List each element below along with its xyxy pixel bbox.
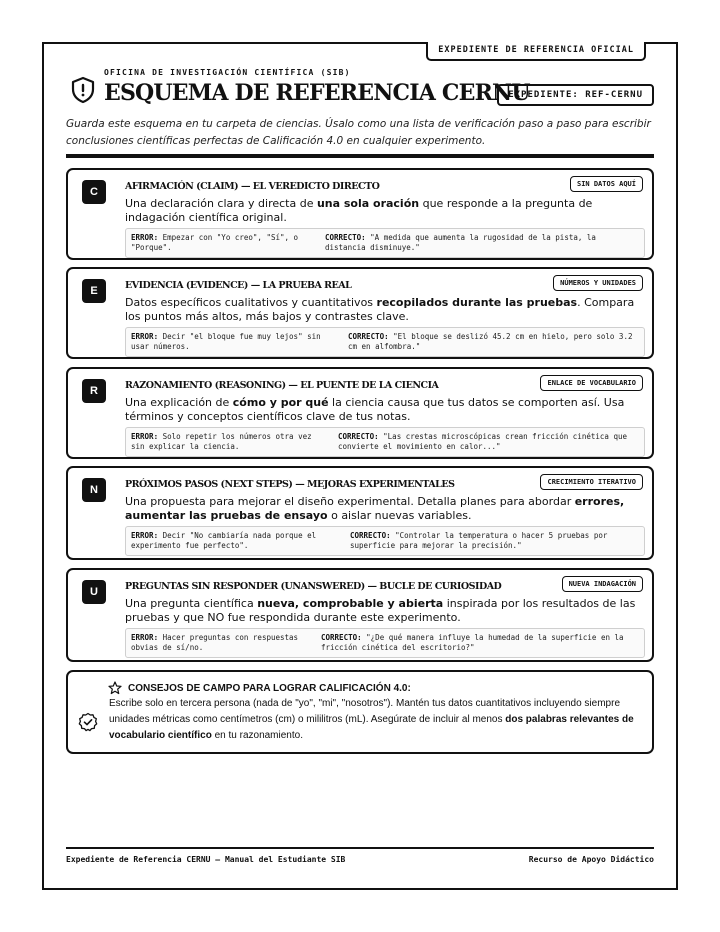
section-letter: C bbox=[82, 180, 106, 204]
error-example: ERROR: Decir "el bloque fue muy lejos" sin usar números. bbox=[131, 332, 321, 351]
star-icon bbox=[108, 681, 122, 695]
example-box bbox=[125, 228, 645, 258]
correct-example: CORRECTO: "A medida que aumenta la rugosidad de la pista, la distancia disminuye." bbox=[325, 233, 596, 252]
error-example: ERROR: Hacer preguntas con respuestas obvias de sí/no. bbox=[131, 633, 299, 652]
section-reasoning bbox=[66, 367, 654, 459]
section-tag: ENLACE DE VOCABULARIO bbox=[540, 375, 643, 391]
correct-example: CORRECTO: "¿De qué manera influye la humedad de la superficie en la fricción cinética del escritorio?" bbox=[321, 633, 624, 652]
section-letter: R bbox=[82, 379, 106, 403]
section-title: PREGUNTAS SIN RESPONDER (UNANSWERED) — BUCLE DE CURIOSIDAD bbox=[125, 581, 502, 592]
example-box bbox=[125, 427, 645, 457]
section-title: PRÓXIMOS PASOS (NEXT STEPS) — MEJORAS EXPERIMENTALES bbox=[125, 479, 455, 490]
section-evidence bbox=[66, 267, 654, 359]
footer-right-text: Recurso de Apoyo Didáctico bbox=[528, 855, 654, 864]
tips-body: Escribe solo en tercera persona (nada de "yo", "mi", "nosotros"). Mantén tus datos cuantitativos incluyendo siempre unidades métricas como centímetros (cm) o mililitros (mL). Asegúrate de incluir al menos dos palabras relevantes de vocabulario científico en tu razonamiento. bbox=[109, 698, 634, 741]
intro-text: Guarda este esquema en tu carpeta de ciencias. Úsalo como una lista de verificación paso a paso para escribir conclusiones científicas perfectas de Calificación 4.0 en cualquier experimento. bbox=[66, 118, 651, 147]
correct-example: CORRECTO: "Las crestas microscópicas crean fricción cinética que convierte el movimiento en calor..." bbox=[338, 432, 627, 451]
section-description: Una declaración clara y directa de una sola oración que responde a la pregunta de indagación científica original. bbox=[125, 197, 593, 224]
section-description: Datos específicos cualitativos y cuantitativos recopilados durante las pruebas. Compara los puntos más altos, más bajos y contrastes clave. bbox=[125, 296, 635, 323]
section-tag: NUEVA INDAGACIÓN bbox=[562, 576, 643, 592]
correct-example: CORRECTO: "El bloque se deslizó 45.2 cm en hielo, pero solo 3.2 cm en alfombra." bbox=[348, 332, 633, 351]
section-description: Una propuesta para mejorar el diseño experimental. Detalla planes para abordar errores, aumentar las pruebas de ensayo o aislar nuevas variables. bbox=[125, 495, 625, 522]
field-tips-box bbox=[66, 670, 654, 754]
footer-left-text: Expediente de Referencia CERNU — Manual del Estudiante SIB bbox=[66, 855, 346, 864]
section-claim bbox=[66, 168, 654, 260]
section-description: Una pregunta científica nueva, comprobable y abierta inspirada por los resultados de las pruebas y que NO fue respondida durante este experimento. bbox=[125, 597, 636, 624]
office-name: OFICINA DE INVESTIGACIÓN CIENTÍFICA (SIB) bbox=[104, 68, 351, 77]
section-tag: NÚMEROS Y UNIDADES bbox=[553, 275, 643, 291]
correct-example: CORRECTO: "Controlar la temperatura o hacer 5 pruebas por superficie para mejorar la precisión." bbox=[350, 531, 608, 550]
section-letter: N bbox=[82, 478, 106, 502]
section-tag: CRECIMIENTO ITERATIVO bbox=[540, 474, 643, 490]
section-title: RAZONAMIENTO (REASONING) — EL PUENTE DE LA CIENCIA bbox=[125, 380, 439, 391]
section-letter: E bbox=[82, 279, 106, 303]
section-title: AFIRMACIÓN (CLAIM) — EL VEREDICTO DIRECTO bbox=[125, 181, 380, 192]
shield-icon bbox=[70, 76, 96, 104]
page-title: ESQUEMA DE REFERENCIA CERNU bbox=[104, 80, 530, 106]
reference-sheet bbox=[42, 42, 678, 890]
example-box bbox=[125, 628, 645, 658]
official-file-tab: EXPEDIENTE DE REFERENCIA OFICIAL bbox=[426, 42, 646, 61]
file-id-badge: EXPEDIENTE: REF-CERNU bbox=[497, 84, 654, 106]
error-example: ERROR: Solo repetir los números otra vez sin explicar la ciencia. bbox=[131, 432, 312, 451]
section-tag: SIN DATOS AQUÍ bbox=[570, 176, 643, 192]
error-example: ERROR: Empezar con "Yo creo", "Sí", o "Porque". bbox=[131, 233, 299, 252]
check-badge-icon bbox=[78, 712, 98, 732]
tips-title: CONSEJOS DE CAMPO PARA LOGRAR CALIFICACIÓN 4.0: bbox=[128, 683, 411, 694]
section-description: Una explicación de cómo y por qué la ciencia causa que tus datos se comporten así. Usa términos y conceptos científicos clave de tus notas. bbox=[125, 396, 625, 423]
example-box bbox=[125, 327, 645, 357]
example-box bbox=[125, 526, 645, 556]
section-title: EVIDENCIA (EVIDENCE) — LA PRUEBA REAL bbox=[125, 280, 352, 291]
footer-divider bbox=[66, 847, 654, 849]
section-next-steps bbox=[66, 466, 654, 560]
error-example: ERROR: Decir "No cambiaría nada porque el experimento fue perfecto". bbox=[131, 531, 317, 550]
header-divider bbox=[66, 154, 654, 158]
section-unanswered bbox=[66, 568, 654, 662]
section-letter: U bbox=[82, 580, 106, 604]
